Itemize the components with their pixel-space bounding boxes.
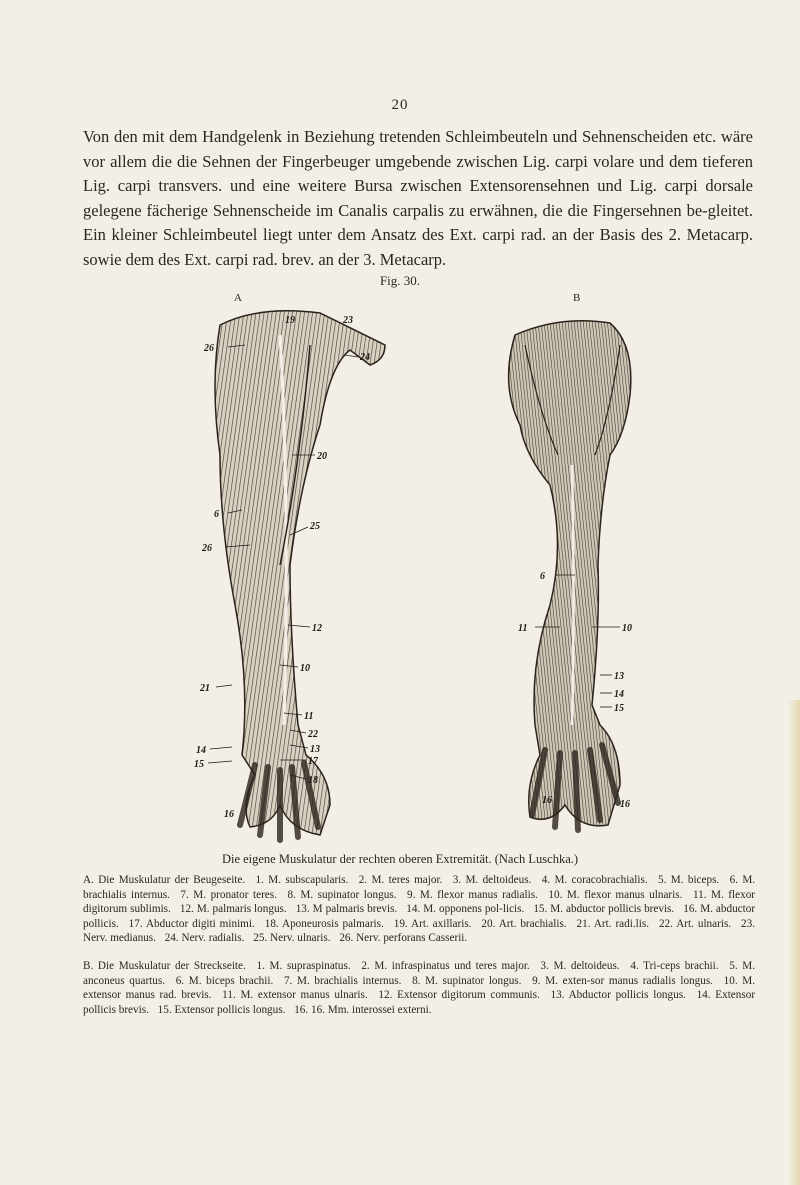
label-a-25: 25: [310, 521, 320, 532]
label-b-13: 13: [614, 671, 624, 682]
label-a-23: 23: [343, 315, 353, 326]
label-b-6: 6: [540, 571, 545, 582]
figure-caption: Die eigene Muskulatur der rechten oberen Extremität. (Nach Luschka.): [221, 852, 579, 866]
label-a-21: 21: [200, 683, 210, 694]
label-a-6: 6: [214, 509, 219, 520]
label-a-17: 17: [308, 756, 318, 767]
legend-a: [83, 873, 755, 946]
legend-a-item: 21. Art. radi.lis.: [576, 917, 650, 930]
figure-sub-a-label: A: [234, 292, 242, 304]
legend-a-item: 20. Art. brachialis.: [481, 917, 567, 930]
legend-a-item: 24. Nerv. radialis.: [164, 932, 245, 945]
label-a-14: 14: [196, 745, 206, 756]
legend-a-item: 23. Nerv. medianus.: [83, 917, 756, 945]
legend-a-item: 6. M. brachialis internus.: [83, 874, 756, 901]
legend-a-item: 15. M. abductor pollicis brevis.: [533, 903, 675, 916]
label-a-22: 22: [308, 729, 318, 740]
legend-b-item: 7. M. brachialis internus.: [283, 974, 402, 987]
legend-a-item: 7. M. pronator teres.: [180, 888, 277, 901]
page-number: 20: [391, 97, 409, 113]
legend-b-item: 11. M. extensor manus ulnaris.: [222, 989, 368, 1002]
legend-b-item: 3. M. deltoideus.: [540, 960, 620, 972]
legend-b-item: 9. M. exten-sor manus radialis longus.: [532, 974, 713, 987]
label-a-15: 15: [194, 759, 204, 770]
legend-a-item: 9. M. flexor manus radialis.: [406, 888, 538, 901]
legend-b-item: 1. M. supraspinatus.: [256, 960, 351, 972]
label-b-16-right: 16: [620, 799, 630, 810]
legend-b-item: 14. Extensor pollicis brevis.: [83, 989, 756, 1016]
legend-b-item: 6. M. biceps brachii.: [175, 974, 274, 987]
anatomy-illustration: [180, 305, 680, 845]
legend-b-item: 13. Abductor pollicis longus.: [550, 989, 686, 1002]
label-a-16: 16: [224, 809, 234, 820]
legend-b-item: 5. M. anconeus quartus.: [83, 960, 756, 987]
label-b-15: 15: [614, 703, 624, 714]
legend-b-item: 16. 16. Mm. interossei externi.: [294, 1003, 432, 1016]
paper-edge-stain: [788, 700, 800, 1185]
label-a-19: 19: [285, 315, 295, 326]
label-a-11: 11: [304, 711, 314, 722]
legend-b-item: 8. M. supinator longus.: [412, 974, 522, 987]
legend-b-item: B. Die Muskulatur der Streckseite.: [83, 960, 246, 972]
label-a-18: 18: [308, 775, 318, 786]
legend-a-item: 1. M. subscapularis.: [255, 874, 349, 886]
legend-a-item: 22. Art. ulnaris.: [658, 917, 732, 930]
label-a-10: 10: [300, 663, 310, 674]
label-a-26: 26: [202, 543, 212, 554]
arm-a-illustration: [215, 311, 385, 840]
label-a-12: 12: [312, 623, 322, 634]
legend-b-item: 2. M. infraspinatus und teres major.: [361, 960, 530, 972]
legend-b-item: 4. Tri-ceps brachii.: [630, 960, 719, 972]
legend-a-item: 14. M. opponens pol-licis.: [406, 903, 525, 916]
legend-a-item: 10. M. flexor manus ulnaris.: [548, 888, 683, 901]
legend-a-item: 26. Nerv. perforans Casserii.: [339, 932, 468, 945]
label-a-20: 20: [317, 451, 327, 462]
figure-label: Fig. 30.: [379, 273, 421, 288]
legend-a-item: 2. M. teres major.: [358, 874, 443, 886]
legend-a-item: 5. M. biceps.: [658, 874, 720, 886]
legend-a-item: 17. Abductor digiti minimi.: [128, 917, 255, 930]
label-b-10: 10: [622, 623, 632, 634]
legend-a-item: 3. M. deltoideus.: [452, 874, 532, 886]
label-a-24: 24: [360, 352, 370, 363]
legend-a-item: 19. Art. axillaris.: [393, 917, 472, 930]
legend-a-item: 12. M. palmaris longus.: [179, 903, 287, 916]
legend-a-item: 18. Aponeurosis palmaris.: [264, 917, 384, 930]
figure-sub-b-label: B: [573, 292, 581, 304]
label-a-26-top: 26: [204, 343, 214, 354]
label-b-14: 14: [614, 689, 624, 700]
legend-a-item: 8. M. supinator longus.: [287, 888, 397, 901]
legend-a-item: 11. M. flexor digitorum sublimis.: [83, 888, 756, 916]
legend-a-item: A. Die Muskulatur der Beugeseite.: [83, 874, 246, 886]
label-b-16-left: 16: [542, 795, 552, 806]
legend-a-item: 16. M. abductor pollicis.: [83, 903, 756, 930]
intro-paragraph: Von den mit dem Handgelenk in Beziehung tretenden Schleimbeuteln und Sehnenscheiden etc. wäre vor allem die die Sehnen der Fingerbeuger umgebende zwischen Lig. carpi volare und dem tieferen Lig. carpi transvers. und eine weitere Bursa zwischen Extensorensehnen und Lig. carpi dorsale gelegene fächerige Sehnenscheide im Canalis carpalis zu erwähnen, die die Fingersehnen be-gleitet. Ein kleiner Schleimbeutel liegt unter dem Ansatz des Ext. carpi rad. an der Basis des 2. Metacarp. sowie dem des Ext. carpi rad. brev. an der 3. Metacarp.: [83, 127, 753, 269]
legend-b-item: 15. Extensor pollicis longus.: [157, 1003, 286, 1016]
legend-b-item: 10. M. extensor manus rad. brevis.: [83, 974, 756, 1002]
legend-b: [83, 959, 755, 1017]
legend-a-item: 25. Nerv. ulnaris.: [253, 932, 331, 945]
label-a-13: 13: [310, 744, 320, 755]
legend-b-item: 12. Extensor digitorum communis.: [378, 989, 540, 1002]
legend-a-item: 4. M. coracobrachialis.: [541, 874, 648, 886]
legend-a-item: 13. M palmaris brevis.: [295, 903, 398, 916]
label-b-11: 11: [518, 623, 528, 634]
